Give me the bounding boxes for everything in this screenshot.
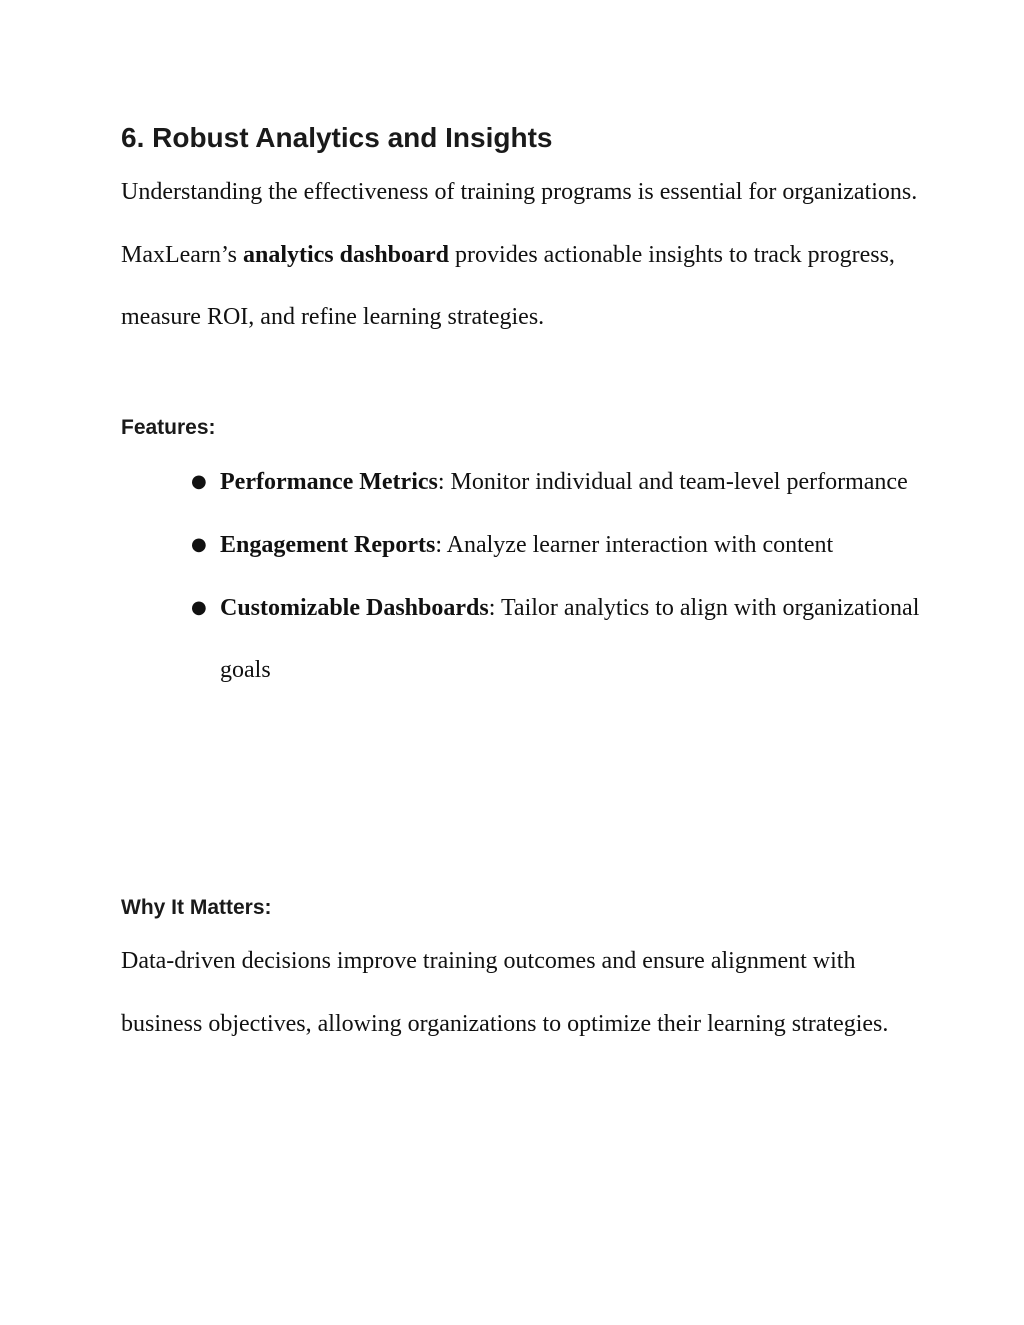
section-title: 6. Robust Analytics and Insights xyxy=(121,122,553,153)
feature-description: : Analyze learner interaction with content xyxy=(435,531,834,558)
intro-bold-term: analytics dashboard xyxy=(242,241,450,268)
intro-text-start: Understanding the effectiveness of training programs is essential for organizations. MaxLearn’s xyxy=(121,179,918,268)
feature-description: : Tailor analytics to align with organizational goals xyxy=(220,594,920,684)
bullet-icon: ● xyxy=(191,596,207,618)
feature-description: : Monitor individual and team-level performance xyxy=(437,469,908,495)
features-list xyxy=(121,451,921,702)
why-it-matters-paragraph: Data-driven decisions improve training outcomes and ensure alignment with business objectives, allowing organizations to optimize their learning strategies. xyxy=(121,948,889,1037)
feature-term: Customizable Dashboards xyxy=(220,594,489,621)
list-item xyxy=(121,514,921,577)
features-heading: Features: xyxy=(121,416,216,439)
bullet-icon: ● xyxy=(191,471,207,492)
feature-term: Performance Metrics xyxy=(220,469,438,495)
bullet-icon: ● xyxy=(191,533,207,555)
list-item xyxy=(121,577,921,703)
feature-term: Engagement Reports xyxy=(220,531,436,558)
list-item xyxy=(121,451,921,514)
intro-text-end: provides actionable insights to track progress, measure ROI, and refine learning strategies. xyxy=(121,241,895,330)
intro-paragraph xyxy=(121,161,921,349)
why-it-matters-heading: Why It Matters: xyxy=(121,896,272,919)
